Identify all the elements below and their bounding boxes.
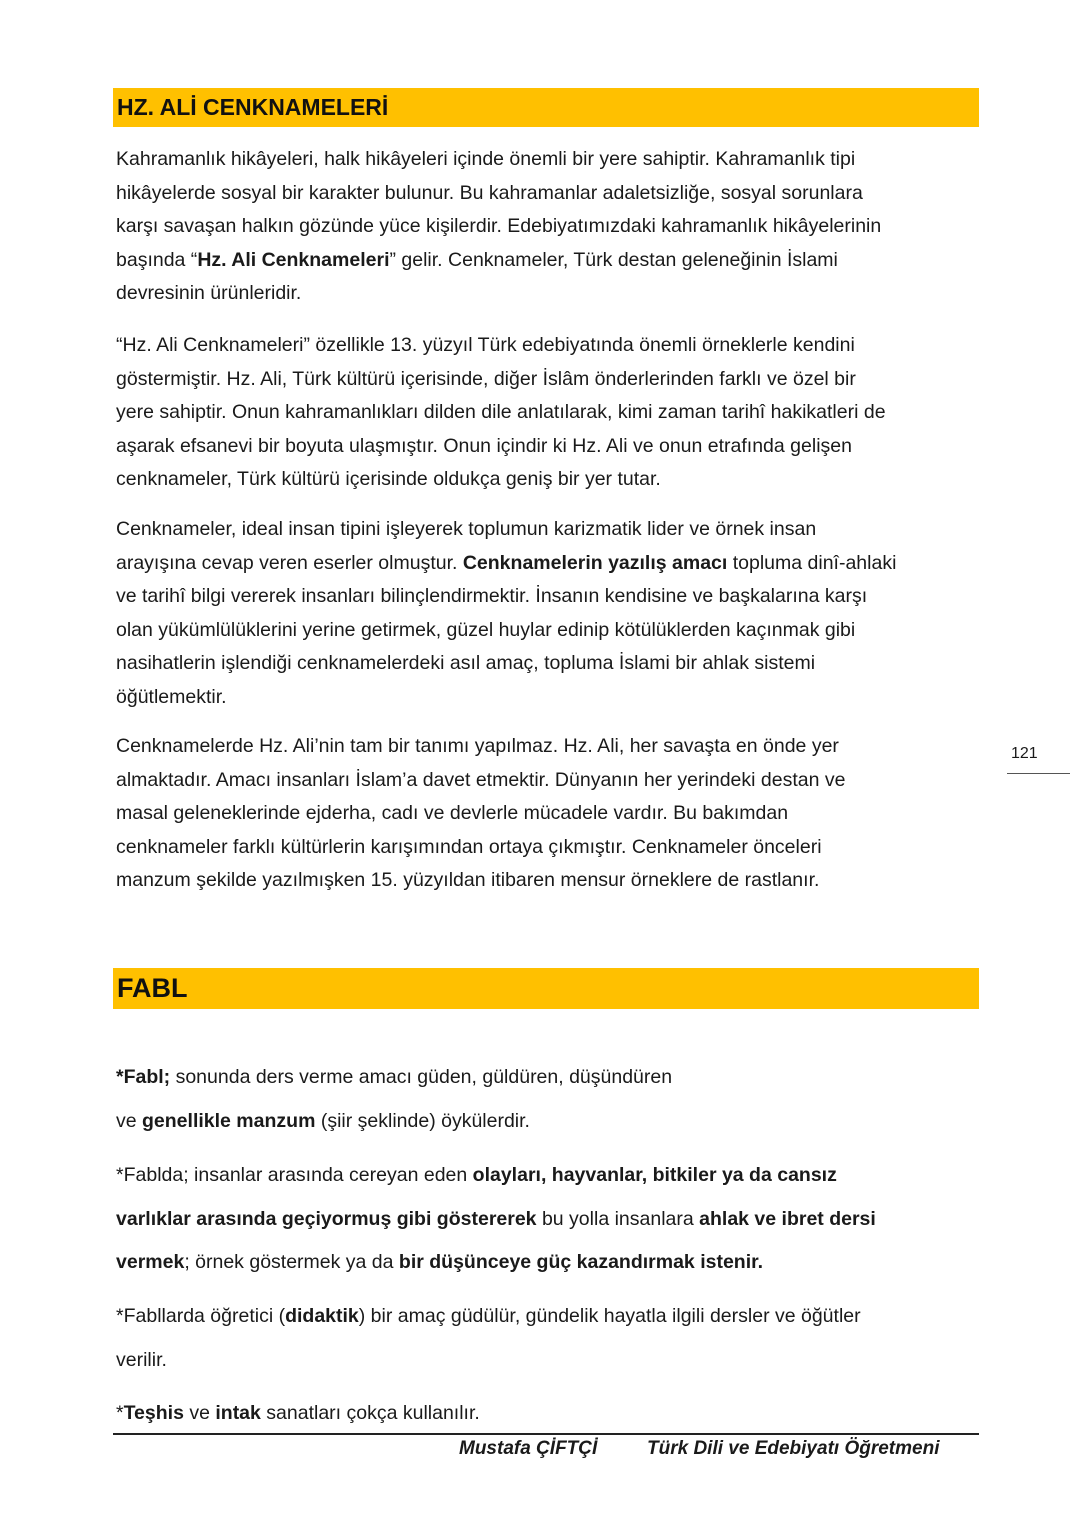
page-number-rule — [1007, 773, 1070, 774]
text: nasihatlerin işlendiği cenknamelerdeki asıl amaç, topluma İslami bir ahlak sistemi — [116, 652, 816, 674]
footer-author: Mustafa ÇİFTÇİ — [459, 1438, 598, 1459]
text: Kahramanlık hikâyeleri, halk hikâyeleri içinde önemli bir yere sahiptir. Kahramanlık tipi — [116, 148, 856, 170]
text-line — [116, 1100, 672, 1144]
text-line — [116, 329, 886, 363]
section-title: HZ. ALİ CENKNAMELERİ — [117, 94, 389, 120]
text: öğütlemektir. — [116, 685, 227, 708]
bold-text: Cenknamelerin yazılış amacı — [462, 551, 728, 574]
text: ve — [183, 1402, 216, 1424]
bold-text: Hz. Ali Cenknameleri — [197, 248, 390, 271]
paragraph — [116, 1056, 672, 1143]
text-line — [116, 864, 845, 898]
text: hikâyelerde sosyal bir karakter bulunur. Bu kahramanlar adaletsizliğe, sosyal sorunlara — [116, 181, 863, 204]
footer-rule — [113, 1433, 979, 1435]
text-line — [116, 277, 881, 311]
text: sonunda ders verme amacı güden, güldüren, düşündüren — [170, 1066, 673, 1088]
text: topluma dinî-ahlaki — [727, 551, 897, 574]
text-line — [116, 244, 881, 278]
text-line — [116, 580, 896, 614]
text-line — [116, 177, 881, 211]
text-line — [116, 1056, 672, 1100]
text: cenknameler farklı kültürlerin karışımından ortaya çıkmıştır. Cenknameler önceleri — [116, 835, 822, 858]
footer-role: Türk Dili ve Edebiyatı Öğretmeni — [647, 1438, 940, 1459]
text: ve — [116, 1109, 143, 1132]
text: verilir. — [116, 1348, 167, 1371]
text: devresinin ürünleridir. — [116, 282, 302, 304]
text: yere sahiptir. Onun kahramanlıkları dilden dile anlatılarak, kimi zaman tarihî hakikatleri de — [116, 401, 886, 423]
bold-text: vermek — [116, 1251, 185, 1274]
text: “Hz. Ali Cenknameleri” özellikle 13. yüzyıl Türk edebiyatında önemli örneklerle kendini — [116, 334, 855, 356]
paragraph — [116, 1295, 861, 1382]
text: olan yükümlülüklerini yerine getirmek, güzel huylar edinip kötülüklerden kaçınmak gibi — [116, 618, 856, 641]
text-line — [116, 463, 886, 497]
text-line — [116, 430, 886, 464]
paragraph — [116, 513, 896, 714]
bold-text: varlıklar arasında geçiyormuş gibi göstererek — [116, 1207, 537, 1230]
text-line — [116, 1392, 480, 1436]
text-line — [116, 210, 881, 244]
text: sanatları çokça kullanılır. — [260, 1402, 480, 1424]
text: başında “ — [116, 248, 198, 271]
bold-text: intak — [215, 1402, 261, 1424]
text: karşı savaşan halkın gözünde yüce kişilerdir. Edebiyatımızdaki kahramanlık hikâyelerinin — [116, 215, 882, 237]
text: almaktadır. Amacı insanları İslam’a davet etmektir. Dünyanın her yerindeki destan ve — [116, 768, 846, 791]
text-line — [116, 797, 845, 831]
text-line — [116, 647, 896, 681]
text: ; örnek göstermek ya da — [184, 1251, 399, 1274]
text: masal geleneklerinde ejderha, cadı ve devlerle mücadele vardır. Bu bakımdan — [116, 802, 789, 824]
text: *Fablda; insanlar arasında cereyan eden — [116, 1164, 473, 1186]
paragraph — [116, 143, 881, 311]
text-line — [116, 764, 845, 798]
text-line — [116, 1295, 861, 1339]
paragraph — [116, 1392, 480, 1436]
text-line — [116, 547, 896, 581]
text: aşarak efsanevi bir boyuta ulaşmıştır. Onun içindir ki Hz. Ali ve onun etrafında gelişen — [116, 434, 852, 457]
text: manzum şekilde yazılmışken 15. yüzyıldan itibaren mensur örneklere de rastlanır. — [116, 869, 820, 891]
text-line — [116, 143, 881, 177]
text: ) bir amaç güdülür, gündelik hayatla ilgili dersler ve öğütler — [358, 1305, 861, 1327]
bold-text: olayları, hayvanlar, bitkiler ya da cansız — [472, 1164, 837, 1186]
bold-text: didaktik — [285, 1305, 359, 1327]
paragraph — [116, 1154, 876, 1285]
paragraph — [116, 329, 886, 497]
section-heading-hz-ali-cenknameleri — [113, 88, 979, 127]
text: (şiir şeklinde) öykülerdir. — [315, 1109, 530, 1132]
text: Cenknameler, ideal insan tipini işleyerek toplumun karizmatik lider ve örnek insan — [116, 518, 817, 540]
text-line — [116, 363, 886, 397]
text-line — [116, 513, 896, 547]
bold-text: genellikle manzum — [142, 1109, 316, 1132]
text: arayışına cevap veren eserler olmuştur. — [116, 551, 463, 574]
text-line — [116, 1241, 876, 1285]
page-number: 121 — [1011, 745, 1038, 762]
bold-text: ahlak ve ibret dersi — [699, 1207, 876, 1230]
text: Cenknamelerde Hz. Ali’nin tam bir tanımı yapılmaz. Hz. Ali, her savaşta en önde yer — [116, 735, 839, 757]
paragraph — [116, 730, 845, 898]
section-title: FABL — [117, 973, 188, 1003]
text-line — [116, 681, 896, 715]
text: ve tarihî bilgi vererek insanları bilinçlendirmektir. İnsanın kendisine ve başkalarına karşı — [116, 585, 868, 607]
text: *Fabllarda öğretici ( — [116, 1305, 286, 1327]
text-line — [116, 1198, 876, 1242]
bold-text: bir düşünceye güç kazandırmak istenir. — [398, 1251, 764, 1274]
text-line — [116, 614, 896, 648]
text-line — [116, 730, 845, 764]
text-line — [116, 396, 886, 430]
bold-text: *Fabl; — [116, 1066, 171, 1088]
bold-text: Teşhis — [123, 1402, 184, 1424]
text-line — [116, 831, 845, 865]
text: ” gelir. Cenknameler, Türk destan geleneğinin İslami — [389, 248, 838, 271]
text-line — [116, 1154, 876, 1198]
text: * — [116, 1402, 124, 1424]
text: bu yolla insanlara — [536, 1207, 700, 1230]
text: göstermiştir. Hz. Ali, Türk kültürü içerisinde, diğer İslâm önderlerinden farklı ve özel bir — [116, 367, 856, 390]
text-line — [116, 1339, 861, 1383]
text: cenknameler, Türk kültürü içerisinde oldukça geniş bir yer tutar. — [116, 468, 661, 490]
section-heading-fabl — [113, 968, 979, 1009]
